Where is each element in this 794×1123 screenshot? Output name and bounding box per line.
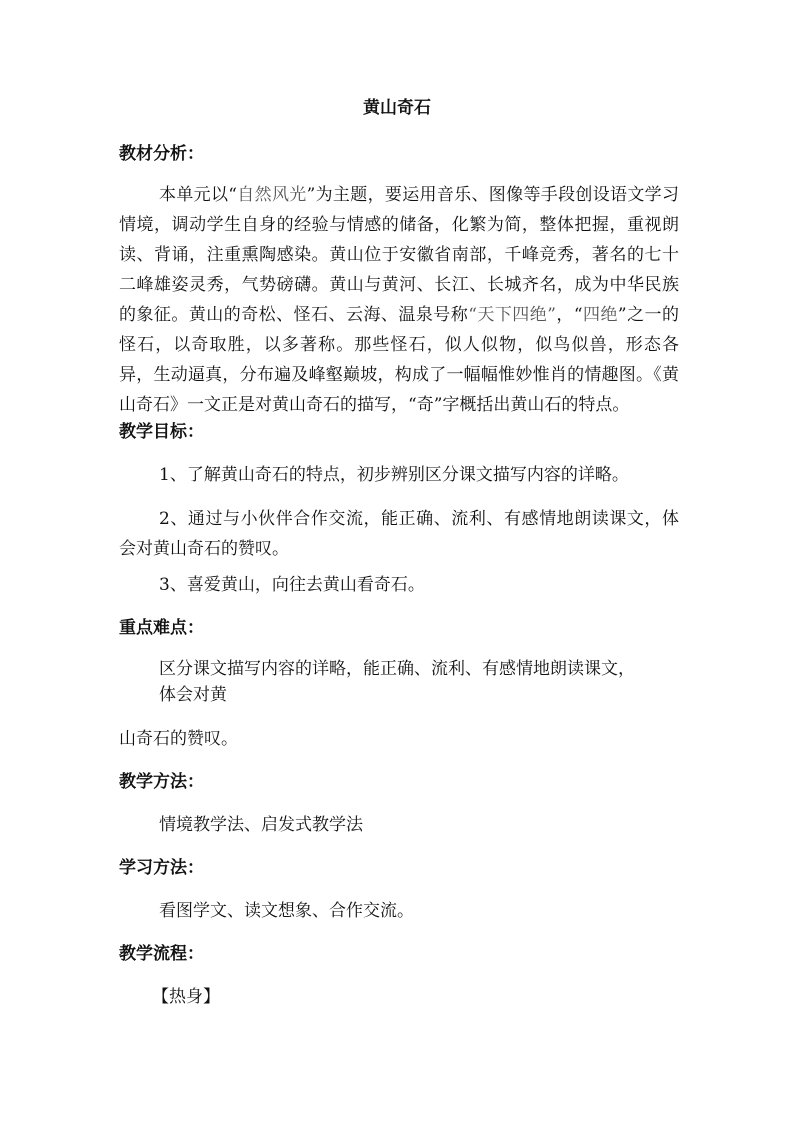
flow-warmup: 【热身】: [152, 987, 220, 1007]
analysis-text-2: ”为主题，要运用音乐、图像等手段创设语文学习情境，调动学生自身的经验与情感的储备，化繁为简，整体把握，重视朗读、背诵，注重熏陶感染。黄山位于安徽省南部，千峰竞秀，著名的七十二峰雄姿灵秀，气势磅礴。黄山与黄河、长江、长城齐名，成为中华民族的象征。黄山的奇松、怪石、云海、温泉号称: [119, 185, 679, 325]
analysis-highlight-1: 自然风光: [236, 185, 307, 205]
key-points-line-2: 体会对黄: [159, 685, 227, 705]
heading-flow: 教学流程：: [119, 944, 204, 964]
analysis-text-3: ，“: [555, 305, 583, 325]
key-points-line-3: 山奇石的赞叹。: [119, 729, 238, 749]
analysis-text-4: ”之一的怪石，以奇取胜，以多著称。那些怪石，似人似物，似鸟似兽，形态各异，生动逼真，分布遍及峰壑巅坡，构成了一幅幅惟妙惟肖的情趣图。《黄山奇石》一文正是对黄山奇石的描写，“奇”字概括出黄山石的特点。: [119, 305, 679, 415]
analysis-highlight-2: “天下四绝”: [468, 305, 556, 325]
analysis-highlight-3: 四绝: [582, 305, 618, 325]
analysis-text-1: 本单元以“: [159, 185, 237, 205]
heading-key-points: 重点难点：: [119, 618, 204, 638]
goal-item-3: 3、喜爱黄山，向往去黄山看奇石。: [159, 575, 425, 595]
heading-goals: 教学目标：: [119, 422, 204, 442]
document-title: 黄山奇石: [363, 98, 431, 118]
analysis-paragraph: [119, 180, 679, 420]
learning-text: 看图学文、读文想象、合作交流。: [159, 901, 414, 921]
heading-analysis: 教材分析：: [119, 144, 204, 164]
method-text: 情境教学法、启发式教学法: [159, 815, 363, 835]
goal-item-1: 1、了解黄山奇石的特点，初步辨别区分课文描写内容的详略。: [159, 465, 629, 485]
goal-item-2: 2、通过与小伙伴合作交流，能正确、流利、有感情地朗读课文，体会对黄山奇石的赞叹。: [119, 509, 679, 559]
heading-learning: 学习方法：: [119, 858, 204, 878]
key-points-text: [159, 656, 679, 708]
key-points-line-1: 区分课文描写内容的详略，能正确、流利、有感情地朗读课文，: [159, 659, 635, 679]
heading-method: 教学方法：: [119, 772, 204, 792]
